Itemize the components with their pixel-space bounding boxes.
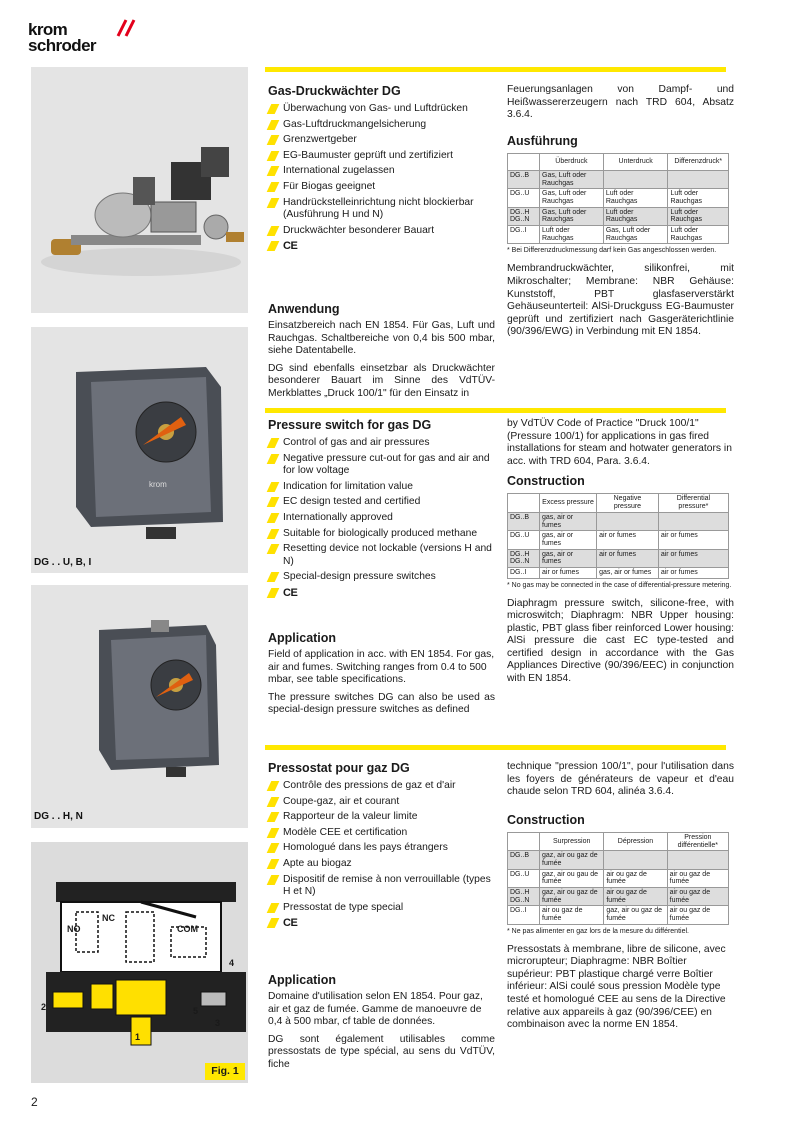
table-cell: DG..H DG..N (508, 549, 540, 567)
page-number: 2 (31, 1095, 38, 1109)
table-cell: DG..U (508, 189, 540, 207)
table-cell: Gas, Luft oder Rauchgas (540, 207, 604, 225)
list-item: Handrückstelleinrichtung nicht blockierbar (Ausführung H und N) (268, 197, 495, 222)
de-app-p2: DG sind ebenfalls einsetzbar als Druckwächter besonderer Bauart im Sinne des VdTÜV-Merkblattes „Druck 100/1" für den Einsatz in (268, 362, 495, 399)
svg-text:krom: krom (149, 480, 167, 489)
list-item: Contrôle des pressions de gaz et d'air (268, 780, 495, 793)
table-cell: Luft oder Rauchgas (540, 226, 604, 244)
list-item: Coupe-gaz, air et courant (268, 796, 495, 809)
table-cell: air or fumes (658, 531, 728, 549)
de-col2-text: Feuerungsanlagen von Dampf- und Heißwassererzeugern nach TRD 604, Absatz 3.6.4. (507, 84, 734, 121)
list-item: Überwachung von Gas- und Luftdrücken (268, 103, 495, 116)
list-item: Grenzwertgeber (268, 134, 495, 147)
table-cell (667, 851, 728, 869)
list-item: Rapporteur de la valeur limite (268, 811, 495, 824)
table-cell: Luft oder Rauchgas (603, 207, 668, 225)
table-cell: DG..U (508, 531, 540, 549)
table-cell: air ou gaz de fumée (667, 906, 728, 924)
list-item: Resetting device not lockable (versions H and N) (268, 543, 495, 568)
fr-app-p2: DG sont également utilisables comme pressostats de type spécial, au sens du VdTÜV, fiche (268, 1033, 495, 1070)
table-header: Differential pressure* (658, 494, 728, 512)
fr-feature-list (268, 780, 495, 930)
de-table-note: * Bei Differenzdruckmessung darf kein Gas angeschlossen werden. (507, 247, 717, 255)
table-cell: gas, air or fumes (540, 512, 597, 530)
fig-label: Fig. 1 (205, 1063, 245, 1080)
cutaway-diagram (31, 842, 248, 1083)
label-com: COM (177, 924, 198, 934)
en-app-p1: Field of application in acc. with EN 1854. For gas, air and fumes. Switching ranges from 0.4 to 500 mbar, see table specifications. (268, 649, 495, 686)
table-cell: air ou gaz de fumée (604, 869, 667, 887)
table-cell: DG..H DG..N (508, 888, 540, 906)
table-header: Differenzdruck* (668, 153, 729, 170)
de-col-2 (507, 84, 734, 344)
brand-logo (28, 22, 96, 54)
de-title: Gas-Druckwächter DG (268, 84, 401, 98)
label-1: 1 (135, 1032, 141, 1042)
fr-construction-title: Construction (507, 812, 585, 827)
table-header: Unterdruck (603, 153, 668, 170)
list-item: Special-design pressure switches (268, 571, 495, 584)
list-item: Apte au biogaz (268, 858, 495, 871)
caption-dg-hn: DG . . H, N (34, 811, 83, 822)
table-cell (604, 851, 667, 869)
table-header: Pression différentielle* (667, 832, 728, 850)
de-description: Membrandruckwächter, silikonfrei, mit Mikroschalter; Membrane: NBR Gehäuse: Kunststoff, PBT glasfaserverstärkt Gehäuseunterteil: AlSi-Druckguss EG-Baumuster geprüft und zertifiziert nach Gasgeräterichtlinie (90/396/EWG) in Verbindung mit EN 1854. (507, 263, 734, 338)
table-cell: gas, air or fumes (540, 531, 597, 549)
table-cell: gas, air or fumes (540, 549, 597, 567)
table-cell: Luft oder Rauchgas (668, 207, 729, 225)
table-header (508, 494, 540, 512)
en-col-1 (268, 418, 495, 603)
table-cell: Luft oder Rauchgas (668, 226, 729, 244)
label-3: 3 (215, 1018, 221, 1028)
table-cell: DG..B (508, 170, 540, 188)
en-app-title: Application (268, 631, 337, 645)
table-cell: air or fumes (658, 567, 728, 578)
table-cell: air or fumes (540, 567, 597, 578)
table-cell: gaz, air ou gaz de fumée (540, 851, 604, 869)
en-description: Diaphragm pressure switch, silicone-free, with microswitch; Diaphragm: NBR Upper housing: plastic, PBT glass fiber reinforced Lower housing: AlSi pressure die cast EC type-tested and certified design in accordance with the Gas Appliances Directive (90/396/EEC) in conjunction with EN 1854. (507, 597, 734, 684)
fr-table-note: * Ne pas alimenter en gaz lors de la mesure du différentiel. (507, 927, 689, 935)
table-cell: air or fumes (597, 549, 659, 567)
de-application (268, 296, 495, 406)
table-header (508, 832, 540, 850)
fr-app-p1: Domaine d'utilisation selon EN 1854. Pour gaz, air et gaz de fumée. Gamme de manoeuvre de 0,4 à 500 mbar, cf table de données. (268, 991, 483, 1028)
table-cell (603, 170, 668, 188)
table-cell: DG..H DG..N (508, 207, 540, 225)
label-no: NO (67, 924, 81, 934)
ce-mark: CE (268, 587, 495, 600)
label-5: 5 (193, 1006, 199, 1016)
de-app-title: Anwendung (268, 302, 340, 316)
table-cell: DG..B (508, 512, 540, 530)
fr-col2-text: technique "pression 100/1", pour l'utilisation dans les foyers de générateurs de vapeur et d'eau chaude selon TRD 604, alinéa 3.6.4. (507, 761, 734, 798)
logo-line-2: schroder (28, 36, 96, 55)
table-cell: DG..U (508, 869, 540, 887)
fr-construction-table (507, 832, 729, 925)
table-cell: Luft oder Rauchgas (603, 189, 668, 207)
list-item: Druckwächter besonderer Bauart (268, 225, 495, 238)
table-cell (658, 512, 728, 530)
en-feature-list (268, 437, 495, 600)
en-table-note: * No gas may be connected in the case of differential-pressure metering. (507, 581, 732, 589)
table-cell: air ou gaz de fumée (604, 888, 667, 906)
label-nc: NC (102, 913, 115, 923)
en-col2-text: by VdTÜV Code of Practice "Druck 100/1" (Pressure 100/1) for applications in gas fired installations for steam and hotwater generators in acc. with TRD 604, Para. 3.6.4. (507, 418, 732, 467)
list-item: Homologué dans les pays étrangers (268, 842, 495, 855)
label-2: 2 (41, 1002, 47, 1012)
de-construction-title: Ausführung (507, 133, 578, 148)
section-divider-de (265, 67, 726, 72)
table-cell (668, 170, 729, 188)
table-cell: gaz, air ou gaz de fumée (540, 888, 604, 906)
logo-slash-icon (114, 18, 144, 38)
table-cell: air ou gaz de fumée (667, 869, 728, 887)
list-item: EC design tested and certified (268, 496, 495, 509)
caption-dg-ubi: DG . . U, B, I (34, 557, 92, 568)
en-construction-title: Construction (507, 474, 585, 489)
table-cell: gas, air or fumes (597, 567, 659, 578)
table-cell: DG..I (508, 567, 540, 578)
ce-mark: CE (268, 917, 495, 930)
table-cell: DG..I (508, 906, 540, 924)
table-header: Überdruck (540, 153, 604, 170)
table-header (508, 153, 540, 170)
de-feature-list (268, 103, 495, 253)
table-header: Dépression (604, 832, 667, 850)
table-cell (597, 512, 659, 530)
table-cell: Gas, Luft oder Rauchgas (540, 189, 604, 207)
section-divider-en (265, 408, 726, 413)
de-app-p1: Einsatzbereich nach EN 1854. Für Gas, Luft und Rauchgas. Schaltbereiche von 0,4 bis 500 mbar, siehe Datentabelle. (268, 320, 495, 357)
list-item: Indication for limitation value (268, 481, 495, 494)
en-app-p2: The pressure switches DG can also be used as special-design pressure switches as defined (268, 691, 495, 716)
table-cell: DG..B (508, 851, 540, 869)
table-cell: Gas, Luft oder Rauchgas (603, 226, 668, 244)
en-col-2 (507, 418, 734, 691)
logo-line-1: krom (28, 20, 68, 39)
fr-col-1 (268, 761, 495, 934)
list-item: Für Biogas geeignet (268, 181, 495, 194)
fr-title: Pressostat pour gaz DG (268, 761, 410, 775)
fr-app-title: Application (268, 973, 337, 987)
table-cell: air or fumes (597, 531, 659, 549)
list-item: Modèle CEE et certification (268, 827, 495, 840)
list-item: Gas-Luftdruckmangelsicherung (268, 119, 495, 132)
table-cell: air ou gaz de fumée (667, 888, 728, 906)
fr-col-2 (507, 761, 734, 1037)
list-item: International zugelassen (268, 165, 495, 178)
table-cell: air ou gaz de fumée (540, 906, 604, 924)
section-divider-fr (265, 745, 726, 750)
table-cell: DG..I (508, 226, 540, 244)
list-item: Pressostat de type special (268, 902, 495, 915)
product-photo-valve-train (31, 67, 248, 313)
table-cell: gaz, air ou gaz de fumée (604, 906, 667, 924)
table-cell: gaz, air ou gau de fumée (540, 869, 604, 887)
ce-mark: CE (268, 240, 495, 253)
product-photo-dg-ubi (31, 327, 248, 573)
fr-description: Pressostats à membrane, libre de silicone, avec microrupteur; Diaphragme: NBR Boîtier supérieur: PBT plastique chargé verre Boîtier inférieur: AlSi coulé sous pression Modèle type testé et homologué CEE au sens de la Directive relative aux appareils à gaz (90/396/CEE) en combinaison avec la norme EN 1854. (507, 943, 726, 1031)
list-item: Suitable for biologically produced methane (268, 528, 495, 541)
list-item: Control of gas and air pressures (268, 437, 495, 450)
table-cell: Luft oder Rauchgas (668, 189, 729, 207)
label-4: 4 (229, 958, 235, 968)
fr-application (268, 967, 495, 1077)
table-header: Excess pressure (540, 494, 597, 512)
list-item: Dispositif de remise à non verrouillable (types H et N) (268, 874, 495, 899)
table-cell: air or fumes (658, 549, 728, 567)
table-header: Negative pressure (597, 494, 659, 512)
en-application (268, 625, 495, 722)
en-construction-table (507, 493, 729, 578)
en-title: Pressure switch for gas DG (268, 418, 432, 432)
list-item: Internationally approved (268, 512, 495, 525)
list-item: Negative pressure cut-out for gas and air and for low voltage (268, 453, 495, 478)
de-construction-table (507, 153, 729, 245)
table-header: Surpression (540, 832, 604, 850)
table-cell: Gas, Luft oder Rauchgas (540, 170, 604, 188)
de-col-1 (268, 84, 495, 257)
list-item: EG-Baumuster geprüft und zertifiziert (268, 150, 495, 163)
product-photo-dg-hn (31, 585, 248, 828)
